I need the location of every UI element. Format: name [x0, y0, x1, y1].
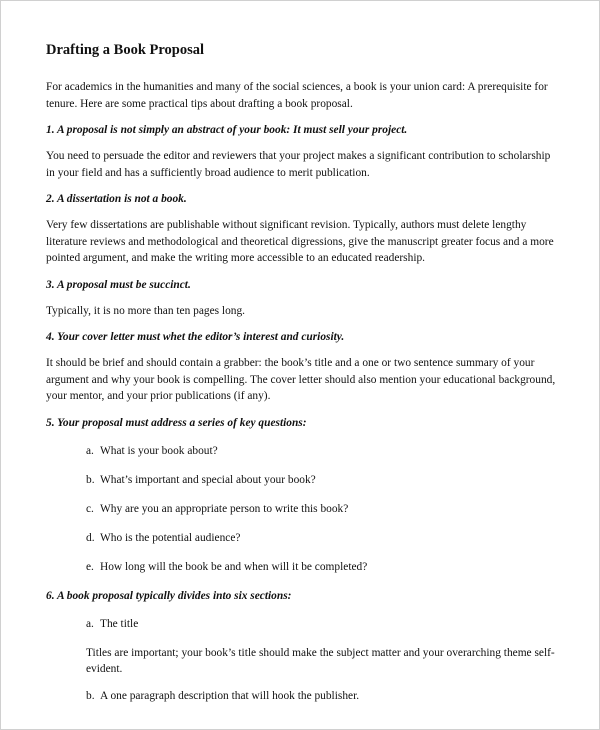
section-3-heading: 3. A proposal must be succinct. [46, 278, 191, 291]
list-item-text: What is your book about? [100, 444, 218, 457]
list-item [86, 559, 561, 575]
list-marker: e. [86, 560, 94, 573]
list-item [86, 501, 561, 517]
list-item [86, 688, 561, 704]
list-marker: c. [86, 502, 94, 515]
list-item-text: A one paragraph description that will hook the publisher. [100, 689, 360, 702]
section-2-heading: 2. A dissertation is not a book. [46, 193, 187, 205]
section-4-heading: 4. Your cover letter must whet the editor’s interest and curiosity. [46, 331, 345, 343]
list-item-body: Titles are important; your book’s title should make the subject matter and your overarching theme self-evident. [86, 646, 555, 675]
section-1-body: You need to persuade the editor and reviewers that your project makes a significant contribution to scholarship in your field and has a sufficiently broad audience to merit publication. [46, 150, 551, 179]
intro-paragraph: For academics in the humanities and many of the social sciences, a book is your union card: A prerequisite for tenure. Here are some practical tips about drafting a book proposal. [46, 81, 548, 110]
list-marker: b. [86, 689, 95, 702]
section-1-heading: 1. A proposal is not simply an abstract of your book: It must sell your project. [46, 124, 408, 136]
list-item [86, 443, 561, 459]
list-marker: d. [86, 531, 95, 544]
list-item-text: Who is the potential audience? [100, 531, 241, 544]
list-item-text: The title [100, 617, 139, 630]
section-2-body: Very few dissertations are publishable without significant revision. Typically, authors must delete lengthy literature reviews and methodological and theoretical digressions, give the manuscript greater focus and a more pointed argument, and make the writing more accessible to an educated readership. [46, 219, 554, 264]
section-6-heading: 6. A book proposal typically divides into six sections: [46, 589, 292, 602]
list-marker: a. [86, 617, 94, 630]
document-content [46, 41, 561, 717]
section-5-heading: 5. Your proposal must address a series of key questions: [46, 416, 307, 429]
list-item [86, 616, 561, 632]
list-marker: a. [86, 444, 94, 457]
document-title: Drafting a Book Proposal [46, 42, 205, 58]
list-item-text: What’s important and special about your book? [100, 473, 316, 486]
list-item [86, 530, 561, 546]
list-item-text: How long will the book be and when will it be completed? [100, 560, 368, 573]
list-marker: b. [86, 473, 95, 486]
list-item [86, 472, 561, 488]
list-item-text: Why are you an appropriate person to write this book? [100, 502, 349, 515]
section-3-body: Typically, it is no more than ten pages long. [46, 304, 246, 317]
section-4-body: It should be brief and should contain a grabber: the book’s title and a one or two sentence summary of your argument and why your book is compelling. The cover letter should also mention your educational background, your mentor, and your prior publications (if any). [46, 357, 556, 402]
